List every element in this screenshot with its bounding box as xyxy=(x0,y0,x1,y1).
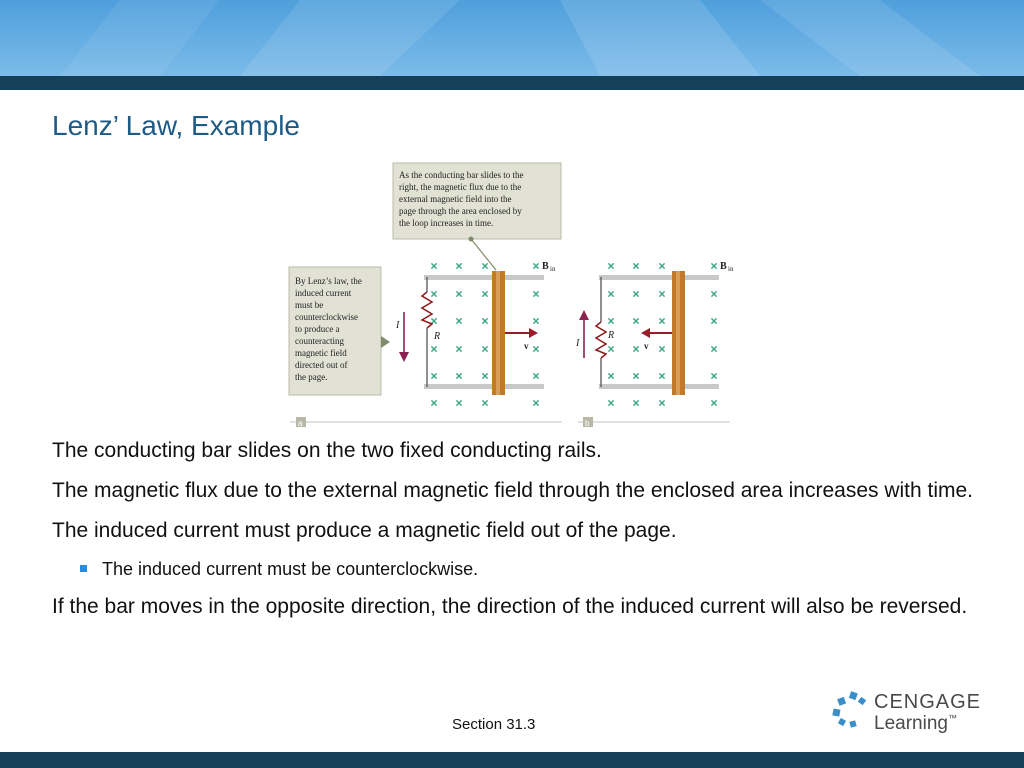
slide-title: Lenz’ Law, Example xyxy=(52,110,300,141)
field-x-marker xyxy=(608,318,613,323)
bottom-rail xyxy=(424,384,544,389)
callout-top-pointer-dot xyxy=(469,237,474,242)
top-rail xyxy=(599,275,719,280)
header-decoration xyxy=(0,0,1024,76)
velocity-arrow-head xyxy=(529,328,538,338)
top-rail xyxy=(424,275,544,280)
callout-left-line: counteracting xyxy=(295,336,344,346)
field-x-marker xyxy=(533,373,538,378)
field-x-marker xyxy=(533,291,538,296)
field-x-marker xyxy=(456,346,461,351)
body-paragraph: If the bar moves in the opposite direction, the direction of the induced current will also be reversed. xyxy=(52,595,968,618)
field-x-marker xyxy=(608,373,613,378)
callout-left-line: must be xyxy=(295,300,324,310)
callout-left-line: induced current xyxy=(295,288,352,298)
logo-trademark: ™ xyxy=(947,713,957,723)
field-x-marker xyxy=(456,373,461,378)
current-arrow-head xyxy=(399,352,409,362)
cengage-mark-icon xyxy=(830,690,870,730)
resistor-symbol xyxy=(422,292,432,328)
field-x-marker xyxy=(431,346,436,351)
lenz-diagram xyxy=(286,158,746,430)
field-x-marker xyxy=(431,318,436,323)
body-paragraph: The conducting bar slides on the two fixed conducting rails. xyxy=(52,439,602,462)
field-x-marker xyxy=(482,346,487,351)
velocity-label: v xyxy=(524,341,529,351)
callout-left-line: magnetic field xyxy=(295,348,347,358)
current-arrow-head xyxy=(579,310,589,320)
field-x-marker xyxy=(482,291,487,296)
section-label: Section 31.3 xyxy=(452,716,536,733)
field-x-marker xyxy=(431,373,436,378)
bullet-square-icon xyxy=(80,565,87,572)
field-x-marker xyxy=(711,400,716,405)
field-x-marker xyxy=(633,373,638,378)
callout-left-line: the page. xyxy=(295,372,328,382)
field-subscript: in xyxy=(728,265,734,273)
bar-highlight xyxy=(496,271,500,395)
field-x-marker xyxy=(633,318,638,323)
callout-left-line: directed out of xyxy=(295,360,348,370)
callout-left-line: to produce a xyxy=(295,324,340,334)
header-band xyxy=(0,0,1024,76)
field-x-marker xyxy=(456,400,461,405)
field-x-marker xyxy=(659,373,664,378)
body-paragraph: The induced current must produce a magnetic field out of the page. xyxy=(52,519,677,542)
current-label: I xyxy=(396,320,400,331)
field-x-marker xyxy=(608,346,613,351)
lenz-figure xyxy=(286,158,746,435)
field-x-marker xyxy=(711,318,716,323)
resistor-symbol xyxy=(596,322,606,358)
field-x-marker xyxy=(711,291,716,296)
field-x-marker xyxy=(482,318,487,323)
callout-top-line: page through the area enclosed by xyxy=(399,206,522,216)
field-x-marker xyxy=(482,400,487,405)
field-x-marker xyxy=(711,346,716,351)
field-x-marker xyxy=(482,263,487,268)
field-x-marker xyxy=(633,291,638,296)
field-label: B xyxy=(720,261,727,272)
field-x-marker xyxy=(659,263,664,268)
field-x-marker xyxy=(633,400,638,405)
field-x-marker xyxy=(633,346,638,351)
field-x-marker xyxy=(608,291,613,296)
bar-highlight xyxy=(676,271,680,395)
field-x-marker xyxy=(456,291,461,296)
field-label: B xyxy=(542,261,549,272)
logo-line2-text: Learning xyxy=(874,713,948,734)
bullet-item xyxy=(102,556,982,582)
field-x-marker xyxy=(659,318,664,323)
header-stripe xyxy=(0,76,1024,90)
field-x-marker xyxy=(482,373,487,378)
callout-top-line: external magnetic field into the xyxy=(399,194,512,204)
panel-b-circuit xyxy=(575,261,734,395)
field-x-marker xyxy=(533,346,538,351)
field-x-marker xyxy=(608,400,613,405)
logo-line2 xyxy=(874,713,957,735)
field-x-marker xyxy=(533,400,538,405)
velocity-label: v xyxy=(644,341,649,351)
field-x-marker xyxy=(608,263,613,268)
callout-top-line: As the conducting bar slides to the xyxy=(399,170,524,180)
current-label: I xyxy=(576,338,580,349)
callout-top-line: the loop increases in time. xyxy=(399,218,494,228)
field-x-marker xyxy=(659,400,664,405)
field-x-marker xyxy=(659,291,664,296)
panel-a-circuit xyxy=(395,261,556,395)
field-x-marker xyxy=(431,291,436,296)
field-x-marker xyxy=(533,263,538,268)
field-x-marker xyxy=(456,263,461,268)
velocity-arrow-head xyxy=(641,328,650,338)
callout-top-line: right, the magnetic flux due to the xyxy=(399,182,522,192)
field-x-marker xyxy=(456,318,461,323)
field-x-marker xyxy=(533,318,538,323)
bullet-text: The induced current must be counterclockwise. xyxy=(102,559,479,579)
panel-a-label: a xyxy=(298,419,303,428)
resistor-label: R xyxy=(434,331,441,342)
logo-line1: CENGAGE xyxy=(874,691,982,713)
footer-bar xyxy=(0,752,1024,768)
field-x-marker xyxy=(431,400,436,405)
field-x-marker xyxy=(659,346,664,351)
field-x-marker xyxy=(711,373,716,378)
field-x-marker xyxy=(633,263,638,268)
slide-body xyxy=(52,436,982,632)
body-paragraph: The magnetic flux due to the external magnetic field through the enclosed area increases with time. xyxy=(52,479,974,502)
field-subscript: in xyxy=(550,265,556,273)
field-x-marker xyxy=(431,263,436,268)
bottom-rail xyxy=(599,384,719,389)
callout-left-pointer xyxy=(381,336,390,348)
field-x-marker xyxy=(711,263,716,268)
panel-b-label: b xyxy=(585,419,590,428)
callout-left-line: counterclockwise xyxy=(295,312,358,322)
resistor-label: R xyxy=(608,330,615,341)
callout-left-line: By Lenz’s law, the xyxy=(295,276,362,286)
